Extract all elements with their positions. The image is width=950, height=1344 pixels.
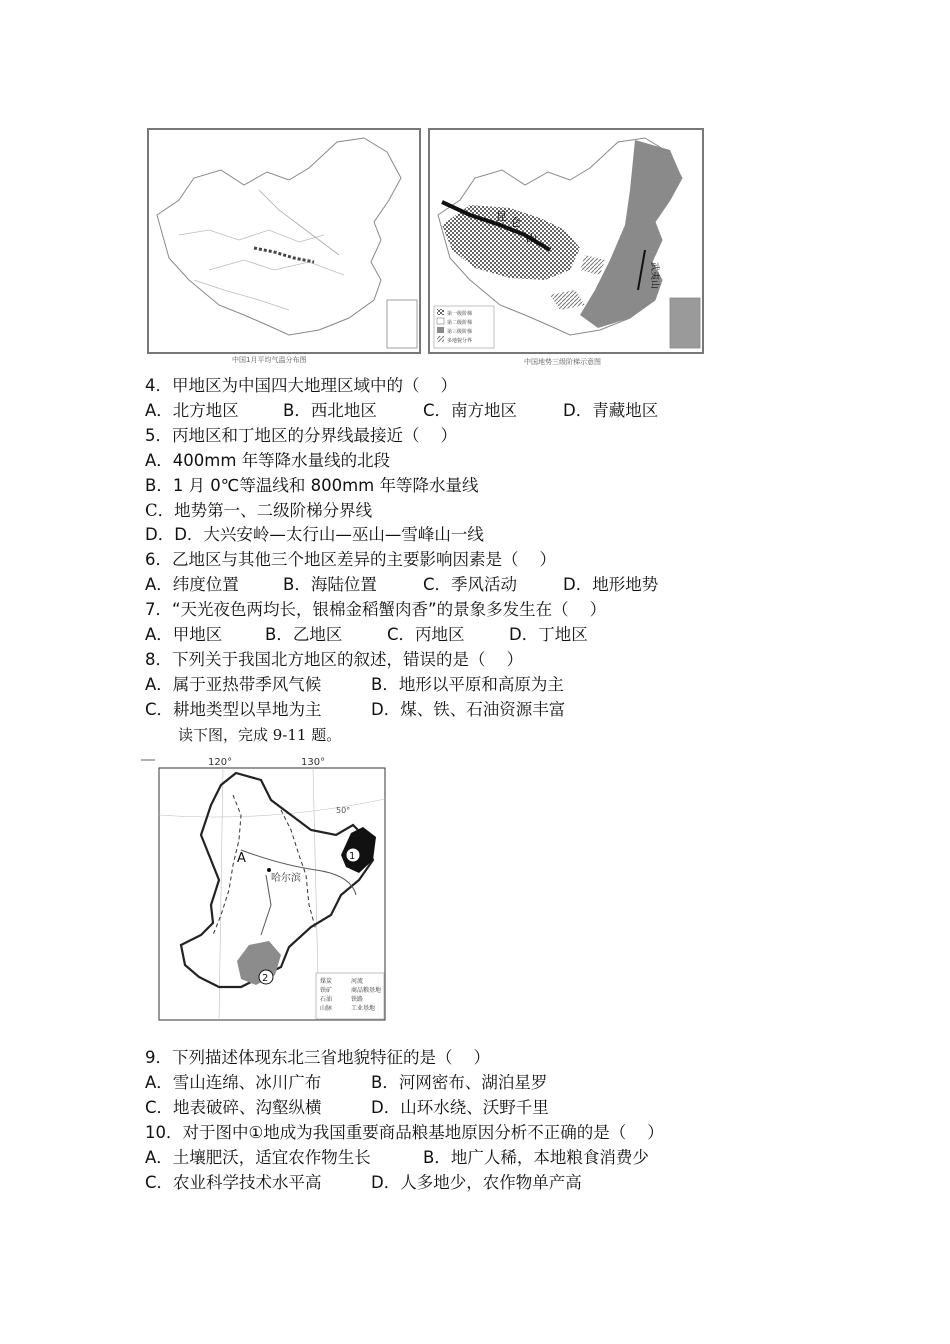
legend-coal: 煤炭 xyxy=(320,978,333,985)
legend-industrial-base: 工业基地 xyxy=(351,1005,376,1012)
legend-river: 河流 xyxy=(351,978,364,985)
legend-mountain: 山脉 xyxy=(320,1005,333,1012)
q7-option-a: A．甲地区 xyxy=(145,625,223,644)
kunlun-label-3: 山 xyxy=(526,232,537,245)
legend-step-3: 第三级阶梯 xyxy=(447,329,473,335)
q10-option-c: C．农业科学技术水平高 xyxy=(145,1173,322,1192)
legend-step-1: 第一级阶梯 xyxy=(447,311,473,317)
china-outline-map-1 xyxy=(149,130,419,352)
latitude-50: 50° xyxy=(336,806,351,815)
q6-option-b: B．海陆位置 xyxy=(283,575,377,594)
q7-option-b: B．乙地区 xyxy=(265,625,343,644)
q4-option-a: A．北方地区 xyxy=(145,401,239,420)
q9-option-b: B．河网密布、湖泊星罗 xyxy=(371,1073,548,1092)
q8-option-a: A．属于亚热带季风气候 xyxy=(145,675,322,694)
question-9: 9．下列描述体现东北三省地貌特征的是（ ） xyxy=(145,1048,490,1067)
china-outline-map-2 xyxy=(430,130,702,352)
q4-option-c: C．南方地区 xyxy=(423,401,518,420)
question-6: 6．乙地区与其他三个地区差异的主要影响因素是（ ） xyxy=(145,550,556,569)
legend-grain-base: 商品粮基地 xyxy=(351,987,382,994)
q9-option-d: D．山环水绕、沃野千里 xyxy=(371,1098,549,1117)
q10-option-b: B．地广人稀，本地粮食消费少 xyxy=(423,1148,649,1167)
question-7: 7．“天光夜色两均长，银棉金稻蟹肉香”的景象多发生在（ ） xyxy=(145,600,607,619)
q4-option-d: D．青藏地区 xyxy=(563,401,659,420)
q4-option-b: B．西北地区 xyxy=(283,401,377,420)
region-a-label: A xyxy=(237,851,246,866)
legend-step-2: 第二级阶梯 xyxy=(447,320,473,326)
q5-option-a: A．400mm 年等降水量线的北段 xyxy=(145,451,391,470)
longitude-130: 130° xyxy=(301,757,326,768)
map1-caption: 中国1月平均气温分布图 xyxy=(232,356,307,364)
q7-option-c: C．丙地区 xyxy=(387,625,465,644)
q8-option-b: B．地形以平原和高原为主 xyxy=(371,675,564,694)
question-4: 4．甲地区为中国四大地理区域中的（ ） xyxy=(145,376,457,395)
intro-9-11: 读下图，完成 9-11 题。 xyxy=(178,726,342,744)
harbin-label: 哈尔滨 xyxy=(271,873,301,884)
question-8: 8．下列关于我国北方地区的叙述，错误的是（ ） xyxy=(145,650,523,669)
q5-option-b: B．1 月 0℃等温线和 800mm 年等降水量线 xyxy=(145,476,479,495)
q8-option-d: D．煤、铁、石油资源丰富 xyxy=(371,700,566,719)
northeast-map-svg xyxy=(141,755,391,1023)
legend-iron: 铁矿 xyxy=(320,987,333,994)
q7-option-d: D．丁地区 xyxy=(509,625,588,644)
kunlun-label-1: 昆 xyxy=(496,210,507,223)
map2-caption: 中国地势三级阶梯示意图 xyxy=(524,358,601,366)
map-january-temperature xyxy=(147,128,421,354)
q10-option-a: A．土壤肥沃，适宜农作物生长 xyxy=(145,1148,371,1167)
q8-option-c: C．耕地类型以旱地为主 xyxy=(145,700,322,719)
question-10: 10．对于图中①地成为我国重要商品粮基地原因分析不正确的是（ ） xyxy=(145,1123,664,1142)
legend-railway: 铁路 xyxy=(351,996,364,1003)
mark-2-label: 2 xyxy=(262,973,269,984)
q6-option-c: C．季风活动 xyxy=(423,575,518,594)
wuyi-label: 武夷山 xyxy=(649,262,659,290)
q6-option-a: A．纬度位置 xyxy=(145,575,239,594)
map2-legend xyxy=(434,306,494,348)
question-5: 5．丙地区和丁地区的分界线最接近（ ） xyxy=(145,426,457,445)
map-northeast-china xyxy=(141,755,391,1023)
map-terrain-steps xyxy=(428,128,704,354)
kunlun-label-2: 仑 xyxy=(510,216,521,229)
q9-option-c: C．地表破碎、沟壑纵横 xyxy=(145,1098,322,1117)
q6-option-d: D．地形地势 xyxy=(563,575,659,594)
longitude-120: 120° xyxy=(208,757,233,768)
legend-boundary: 多地貌分界 xyxy=(447,338,473,344)
q9-option-a: A．雪山连绵、冰川广布 xyxy=(145,1073,322,1092)
mark-1-label: 1 xyxy=(349,851,356,862)
map3-legend xyxy=(316,973,384,1019)
q10-option-d: D．人多地少，农作物单产高 xyxy=(371,1173,582,1192)
q5-option-d: D．D．大兴安岭—太行山—巫山—雪峰山一线 xyxy=(145,525,484,544)
q5-option-c: C．地势第一、二级阶梯分界线 xyxy=(145,501,373,520)
legend-oil: 石油 xyxy=(320,996,333,1003)
